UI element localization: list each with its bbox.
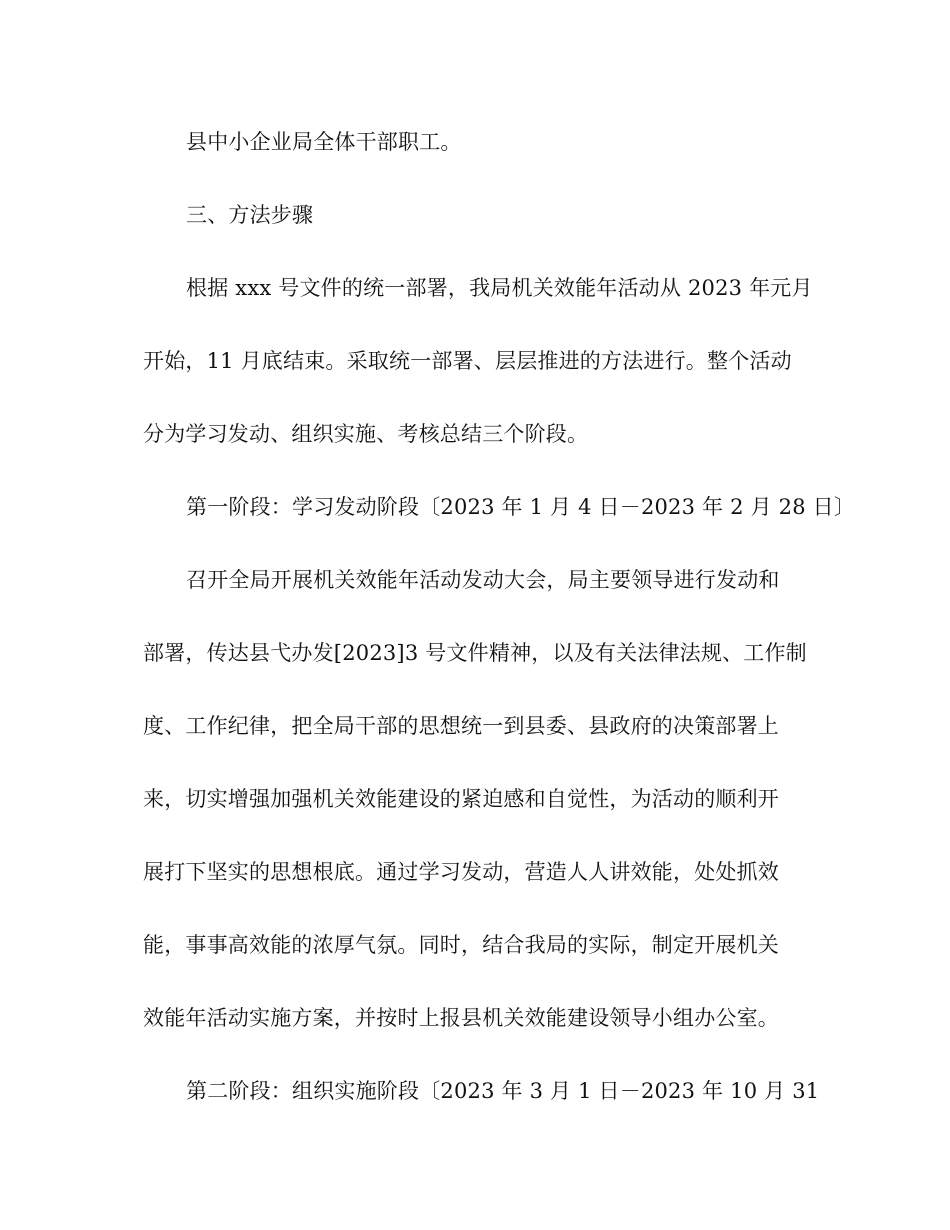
paragraph-line: 度、工作纪律，把全局干部的思想统一到县委、县政府的决策部署上 [143, 714, 779, 738]
stage-one-heading: 第一阶段：学习发动阶段〔2023 年 1 月 4 日－2023 年 2 月 28 日〕 [186, 495, 856, 519]
paragraph-line: 展打下坚实的思想根底。通过学习发动，营造人人讲效能，处处抓效 [143, 860, 779, 884]
section-heading-methods: 三、方法步骤 [186, 203, 314, 227]
paragraph-line: 根据 xxx 号文件的统一部署，我局机关效能年活动从 2023 年元月 [186, 276, 813, 300]
stage-two-heading: 第二阶段：组织实施阶段〔2023 年 3 月 1 日－2023 年 10 月 31 [186, 1079, 820, 1103]
paragraph-line: 能，事事高效能的浓厚气氛。同时，结合我局的实际，制定开展机关 [143, 933, 779, 957]
paragraph-line: 来，切实增强加强机关效能建设的紧迫感和自觉性，为活动的顺利开 [143, 787, 779, 811]
paragraph-line: 分为学习发动、组织实施、考核总结三个阶段。 [143, 422, 589, 446]
paragraph-line: 效能年活动实施方案，并按时上报县机关效能建设领导小组办公室。 [143, 1006, 779, 1030]
paragraph-line: 部署，传达县弋办发[2023]3 号文件精神，以及有关法律法规、工作制 [143, 641, 807, 665]
paragraph-line: 开始，11 月底结束。采取统一部署、层层推进的方法进行。整个活动 [143, 349, 792, 373]
paragraph-line: 召开全局开展机关效能年活动发动大会，局主要领导进行发动和 [186, 568, 780, 592]
text-line-scope: 县中小企业局全体干部职工。 [186, 130, 462, 154]
